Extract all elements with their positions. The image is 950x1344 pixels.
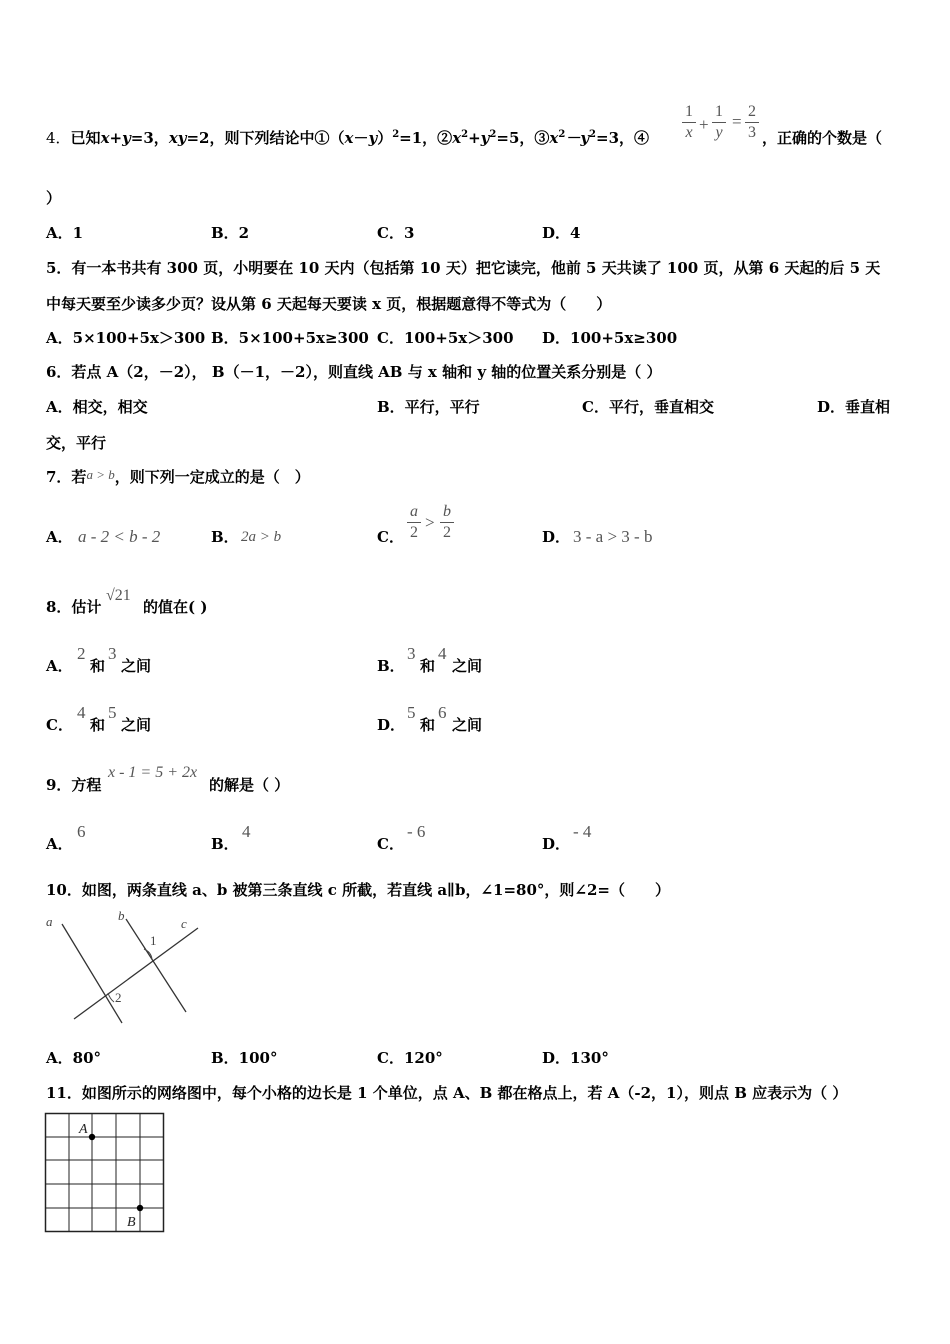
- q4-text: =3，: [130, 129, 169, 147]
- q4-frac-1-over-x: [682, 103, 696, 142]
- q4-text: =5，③: [496, 129, 550, 147]
- q7-stem: [46, 467, 310, 488]
- frac-denominator: x: [685, 124, 693, 141]
- q9-option-d-label: D．: [542, 835, 571, 853]
- q8-option-a-label: A．: [46, 657, 73, 675]
- q6-option-d-wrap: 交，平行: [46, 434, 107, 452]
- q11-stem: 11．如图所示的网络图中，每个小格的边长是 1 个单位，点 A、B 都在格点上，若 A（-2，1），则点 B 应表示为（ ）: [46, 1084, 848, 1102]
- q4-expr: －y: [565, 129, 590, 147]
- q8-option-c-low: 4: [77, 703, 86, 722]
- q7-option-c-frac-a: [407, 503, 421, 542]
- q4-sup: 2: [489, 129, 497, 140]
- frac-numerator: 1: [685, 103, 693, 120]
- frac-denominator: y: [715, 124, 723, 141]
- q10-stem: 10．如图，两条直线 a、b 被第三条直线 c 所截，若直线 a∥b，∠1=80°，则∠2=（ ）: [46, 881, 670, 899]
- q9-option-c-label: C．: [377, 835, 404, 853]
- q4-text: =2，则下列结论中①（: [186, 129, 345, 147]
- q7-tail: ，则下列一定成立的是（ ）: [114, 468, 310, 486]
- q11-grid-figure: [44, 1112, 168, 1236]
- q4-frac-1-over-y: [712, 103, 726, 142]
- q4-close-paren: ）: [46, 189, 62, 207]
- q6-option-c: C．平行，垂直相交: [582, 398, 714, 416]
- q4-number: 4．: [46, 129, 71, 147]
- q4-text: =3，④: [596, 129, 650, 147]
- q8-option-b-and: 和: [420, 657, 436, 675]
- q8-stem-tail: 的值在( ): [143, 598, 208, 616]
- q4-expr: x: [549, 129, 559, 147]
- label-a: a: [46, 914, 53, 929]
- q5-option-a: A．5×100+5x＞300: [46, 329, 206, 347]
- frac-denominator: 2: [443, 524, 451, 541]
- q4-sup: 2: [461, 129, 469, 140]
- q7-option-c-frac-b: [440, 503, 454, 542]
- q7-option-b: 2a > b: [241, 529, 282, 545]
- q8-option-a-between: 之间: [121, 657, 152, 675]
- q7-condition: a > b: [86, 467, 115, 482]
- q4-expr: y: [368, 129, 378, 147]
- q4-expr: xy: [168, 129, 187, 147]
- q10-option-a: A．80°: [46, 1049, 102, 1067]
- q10-option-c: C．120°: [377, 1049, 443, 1067]
- line-a: [62, 924, 122, 1023]
- frac-numerator: 2: [748, 103, 756, 120]
- q4-option-c: C．3: [377, 224, 415, 242]
- q6-stem: 6．若点 A（2，－2）， B（－1，－2），则直线 AB 与 x 轴和 y 轴的位置关系分别是（ ）: [46, 363, 662, 381]
- point-a-dot: [89, 1134, 95, 1140]
- q4-option-b: B．2: [211, 224, 250, 242]
- q8-option-d-between: 之间: [452, 716, 483, 734]
- q7-number: 7．若: [46, 468, 87, 486]
- q4-frac-2-over-3: [745, 103, 759, 142]
- q4-plus: +: [699, 115, 709, 134]
- q8-option-a-and: 和: [90, 657, 106, 675]
- point-a-label: A: [79, 1122, 88, 1137]
- q10-option-d: D．130°: [542, 1049, 609, 1067]
- q4-sup: 2: [589, 129, 596, 140]
- q10-option-b: B．100°: [211, 1049, 278, 1067]
- q8-option-c-label: C．: [46, 716, 73, 734]
- q4-text: 已知: [70, 129, 101, 147]
- q4-text: －: [353, 129, 369, 147]
- q9-option-b: 4: [242, 822, 251, 841]
- q4-option-a: A．1: [46, 224, 84, 242]
- q6-option-d: D．垂直相: [817, 398, 891, 416]
- q7-option-a-label: A．: [46, 528, 73, 546]
- q8-option-a-high: 3: [108, 644, 117, 663]
- frac-numerator: 1: [715, 103, 723, 120]
- q4-equals: =: [732, 112, 742, 131]
- q7-option-b-label: B．: [211, 528, 239, 546]
- q10-figure-parallel-lines: [40, 906, 210, 1028]
- q7-option-d-label: D．: [542, 528, 571, 546]
- frac-numerator: b: [443, 503, 451, 520]
- q8-option-b-between: 之间: [452, 657, 483, 675]
- q9-stem-number: 9．方程: [46, 776, 102, 794]
- angle-label-2: 2: [115, 990, 122, 1005]
- q5-stem-line2: 中每天要至少读多少页？设从第 6 天起每天要读 x 页，根据题意得不等式为（ ）: [46, 295, 612, 313]
- q9-option-d: - 4: [573, 822, 592, 841]
- q8-option-b-label: B．: [377, 657, 405, 675]
- q4-tail: ，正确的个数是（: [762, 129, 883, 147]
- point-b-label: B: [127, 1215, 136, 1230]
- q6-option-a: A．相交，相交: [46, 398, 148, 416]
- q8-option-c-and: 和: [90, 716, 106, 734]
- q8-stem-number: 8．估计: [46, 598, 102, 616]
- q4-text: =1，②: [399, 129, 453, 147]
- q4-sup: 2: [558, 129, 566, 140]
- point-b-dot: [137, 1205, 143, 1211]
- q5-option-d: D．100+5x≥300: [542, 329, 678, 347]
- frac-denominator: 3: [748, 124, 756, 141]
- q4-expr: x: [344, 129, 354, 147]
- q4-expr: +y: [468, 129, 490, 147]
- q8-option-d-high: 6: [438, 703, 447, 722]
- q8-option-c-high: 5: [108, 703, 117, 722]
- q9-option-b-label: B．: [211, 835, 239, 853]
- q8-option-d-label: D．: [377, 716, 406, 734]
- q8-option-a-low: 2: [77, 644, 86, 663]
- q7-option-c-gt: >: [425, 513, 435, 532]
- q9-stem-tail: 的解是（ ）: [209, 776, 290, 794]
- q7-option-a: a - 2 < b - 2: [78, 527, 161, 546]
- q4-text: ）: [377, 129, 393, 147]
- q9-option-c: - 6: [407, 822, 426, 841]
- q9-option-a: 6: [77, 822, 86, 841]
- frac-numerator: a: [410, 503, 418, 520]
- q6-option-b: B．平行，平行: [377, 398, 480, 416]
- q8-option-d-and: 和: [420, 716, 436, 734]
- q7-option-d: 3 - a > 3 - b: [573, 527, 653, 546]
- q4-expr: x+y: [100, 129, 131, 147]
- q4-stem: [46, 128, 649, 148]
- q4-sup: 2: [392, 129, 400, 140]
- label-b: b: [118, 908, 125, 923]
- q4-expr: x: [452, 129, 462, 147]
- q4-option-d: D．4: [542, 224, 581, 242]
- q9-equation: x - 1 = 5 + 2x: [108, 764, 198, 781]
- q8-option-d-low: 5: [407, 703, 416, 722]
- grid-lines: [46, 1114, 164, 1232]
- q7-option-c-label: C．: [377, 528, 404, 546]
- q5-stem-line1: 5．有一本书共有 300 页，小明要在 10 天内（包括第 10 天）把它读完，他前 5 天共读了 100 页，从第 6 天起的后 5 天: [46, 259, 881, 277]
- q5-option-c: C．100+5x＞300: [377, 329, 514, 347]
- q5-option-b: B．5×100+5x≥300: [211, 329, 369, 347]
- frac-denominator: 2: [410, 524, 418, 541]
- angle-label-1: 1: [150, 933, 157, 948]
- q9-option-a-label: A．: [46, 835, 73, 853]
- q8-sqrt21: √21: [106, 587, 131, 604]
- q8-option-b-low: 3: [407, 644, 416, 663]
- label-c: c: [181, 916, 187, 931]
- q8-option-c-between: 之间: [121, 716, 152, 734]
- q8-option-b-high: 4: [438, 644, 447, 663]
